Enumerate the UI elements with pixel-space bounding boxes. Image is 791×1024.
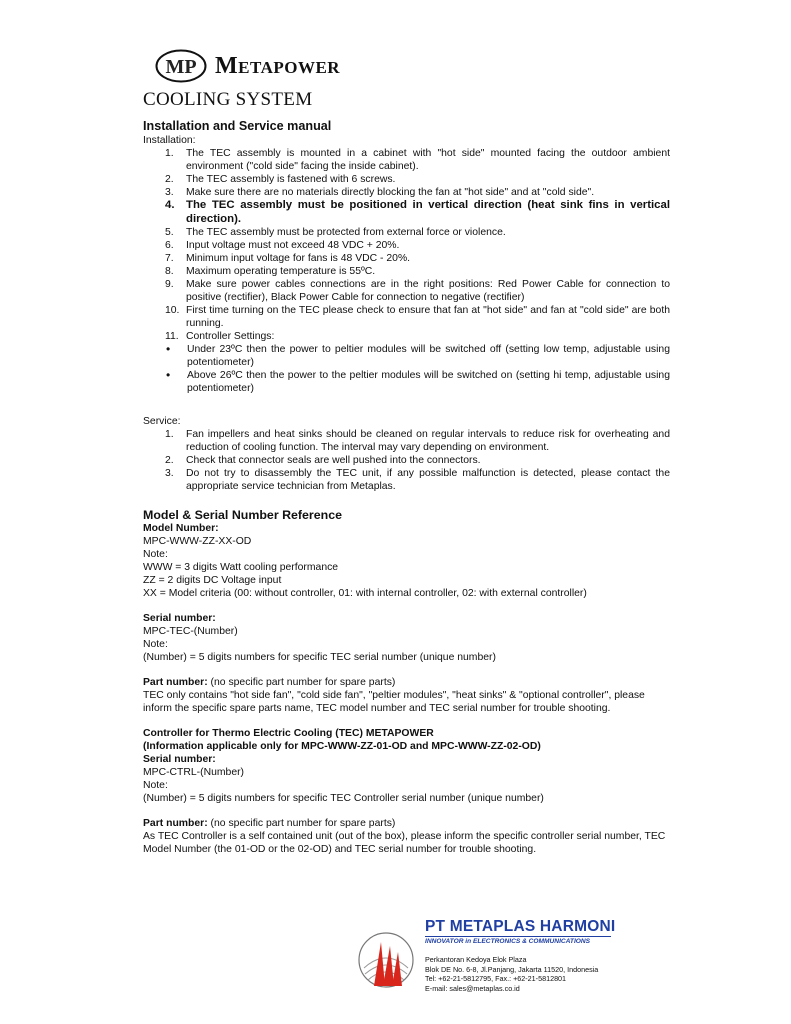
company-tagline: INNOVATOR in ELECTRONICS & COMMUNICATIONS	[425, 938, 591, 945]
serial-note-label: Note:	[143, 639, 168, 650]
main-content	[143, 119, 670, 856]
manual-title: Installation and Service manual	[143, 119, 332, 133]
reference-title: Model & Serial Number Reference	[143, 508, 343, 522]
list-item-number: 8.	[165, 266, 174, 277]
controller-part-text: As TEC Controller is a self contained unit (out of the box), please inform the specific controller serial number, TEC Model Number (the 01-OD or the 02-OD) and TEC serial number for trouble shooting.	[143, 831, 666, 855]
list-item-number: 2.	[165, 455, 174, 466]
list-item	[143, 252, 670, 265]
list-item-number: 10.	[165, 305, 180, 316]
part-number-line	[143, 676, 670, 689]
list-item-number: 2.	[165, 174, 174, 185]
list-item-number: 11.	[165, 331, 179, 342]
list-item-text: Check that connector seals are well pushed into the connectors.	[186, 455, 481, 466]
list-item-text: The TEC assembly must be positioned in vertical direction (heat sink fins in vertical direction).	[186, 199, 670, 225]
zz-note: ZZ = 2 digits DC Voltage input	[143, 575, 282, 586]
controller-part-label: Part number:	[143, 818, 208, 829]
part-number-text: TEC only contains "hot side fan", "cold side fan", "peltier modules", "heat sinks" & "optional controller", please inform the specific spare parts name, TEC model number and TEC serial number for trouble shooting.	[143, 690, 645, 714]
system-title: COOLING SYSTEM	[143, 89, 313, 110]
company-block	[425, 918, 645, 993]
list-item	[143, 330, 670, 343]
phone-fax: Tel: +62-21-5812795, Fax.: +62-21-5812801	[425, 974, 567, 984]
list-item	[143, 278, 670, 304]
list-item-text: Minimum input voltage for fans is 48 VDC - 20%.	[186, 253, 411, 264]
model-note-label: Note:	[143, 549, 168, 560]
controller-serial-code: MPC-CTRL-(Number)	[143, 767, 245, 778]
model-code: MPC-WWW-ZZ-XX-OD	[143, 536, 252, 547]
list-item	[143, 147, 670, 173]
list-item	[143, 226, 670, 239]
serial-note: (Number) = 5 digits numbers for specific TEC serial number (unique number)	[143, 652, 496, 663]
list-item-text: Fan impellers and heat sinks should be cleaned on regular intervals to reduce risk for overheating and reduction of cooling function. The interval may vary depending on environment.	[186, 429, 670, 453]
list-item-number: 3.	[165, 187, 174, 198]
list-item-text: Make sure there are no materials directly blocking the fan at "hot side" and at "cold side".	[186, 187, 595, 198]
list-item	[143, 467, 670, 493]
list-item-text: First time turning on the TEC please check to ensure that fan at "hot side" and fan at "cold side" are both running.	[186, 305, 670, 329]
list-item-number: 6.	[165, 240, 174, 251]
list-item	[143, 454, 670, 467]
installation-list	[143, 147, 670, 343]
serial-code: MPC-TEC-(Number)	[143, 626, 238, 637]
metapower-logo	[155, 48, 340, 84]
brand-name	[215, 53, 340, 80]
controller-title-line1: Controller for Thermo Electric Cooling (TEC) METAPOWER	[143, 728, 434, 739]
list-item-text: Input voltage must not exceed 48 VDC + 20%.	[186, 240, 400, 251]
address-line1: Perkantoran Kedoya Elok Plaza	[425, 955, 527, 964]
list-item	[143, 199, 670, 226]
controller-setting-text: Above 26ºC then the power to the peltier modules will be switched on (setting hi temp, adjustable using potentiometer)	[187, 370, 670, 394]
brand-first-letter: M	[215, 52, 239, 79]
part-number-label: Part number:	[143, 677, 208, 688]
www-note: WWW = 3 digits Watt cooling performance	[143, 562, 339, 573]
brand-rest: ETAPOWER	[238, 57, 341, 77]
list-item-text: Controller Settings:	[186, 331, 275, 342]
list-item	[143, 265, 670, 278]
list-item-text: Maximum operating temperature is 55ºC.	[186, 266, 376, 277]
list-item-number: 9.	[165, 279, 174, 290]
bullet-icon: •	[166, 368, 171, 382]
xx-note: XX = Model criteria (00: without controller, 01: with internal controller, 02: with external controller)	[143, 588, 587, 599]
controller-part-line	[143, 817, 670, 830]
list-item-number: 3.	[165, 468, 174, 479]
controller-note-label: Note:	[143, 780, 168, 791]
bullet-icon: •	[166, 342, 171, 356]
controller-serial-label: Serial number:	[143, 754, 216, 765]
model-number-label: Model Number:	[143, 523, 219, 534]
list-item-text: The TEC assembly is mounted in a cabinet with "hot side" mounted facing the outdoor ambient environment ("cold side" facing the inside cabinet).	[186, 148, 670, 172]
list-item	[143, 239, 670, 252]
address-line2: Blok DE No. 6-8, Jl.Panjang, Jakarta 11520, Indonesia	[425, 964, 599, 974]
email: E-mail: sales@metaplas.co.id	[425, 983, 520, 993]
company-name: PT METAPLAS HARMONI	[425, 918, 616, 935]
controller-title-line2: (Information applicable only for MPC-WWW-ZZ-01-OD and MPC-WWW-ZZ-02-OD)	[143, 741, 541, 752]
controller-settings-list	[143, 343, 670, 395]
list-item-number: 1.	[165, 148, 174, 159]
metaplas-emblem-icon	[357, 928, 415, 990]
controller-setting-item	[143, 369, 670, 395]
logo-initials: MP	[165, 56, 197, 78]
serial-number-label: Serial number:	[143, 613, 216, 624]
list-item-number: 4.	[165, 199, 175, 211]
installation-label: Installation:	[143, 135, 196, 146]
company-address	[425, 955, 645, 993]
list-item	[143, 304, 670, 330]
controller-setting-item	[143, 343, 670, 369]
part-number-suffix: (no specific part number for spare parts)	[207, 677, 396, 688]
list-item-number: 5.	[165, 227, 174, 238]
service-label: Service:	[143, 416, 181, 427]
list-item-text: Do not try to disassembly the TEC unit, if any possible malfunction is detected, please contact the appropriate service technician from Metaplas.	[186, 468, 670, 492]
list-item	[143, 428, 670, 454]
list-item-text: The TEC assembly is fastened with 6 screws.	[186, 174, 396, 185]
list-item	[143, 186, 670, 199]
controller-part-suffix: (no specific part number for spare parts)	[207, 818, 396, 829]
list-item-number: 7.	[165, 253, 174, 264]
list-item-text: Make sure power cables connections are in the right positions: Red Power Cable for connection to positive (rectifier), Black Power Cable for connection to negative (rectifier)	[186, 279, 670, 303]
controller-setting-text: Under 23ºC then the power to peltier modules will be switched off (setting low temp, adjustable using potentiometer)	[187, 344, 670, 368]
list-item-number: 1.	[165, 429, 174, 440]
service-list	[143, 428, 670, 493]
mp-logo-icon	[155, 49, 207, 83]
list-item	[143, 173, 670, 186]
list-item-text: The TEC assembly must be protected from external force or violence.	[186, 227, 506, 238]
controller-serial-note: (Number) = 5 digits numbers for specific TEC Controller serial number (unique number)	[143, 793, 544, 804]
